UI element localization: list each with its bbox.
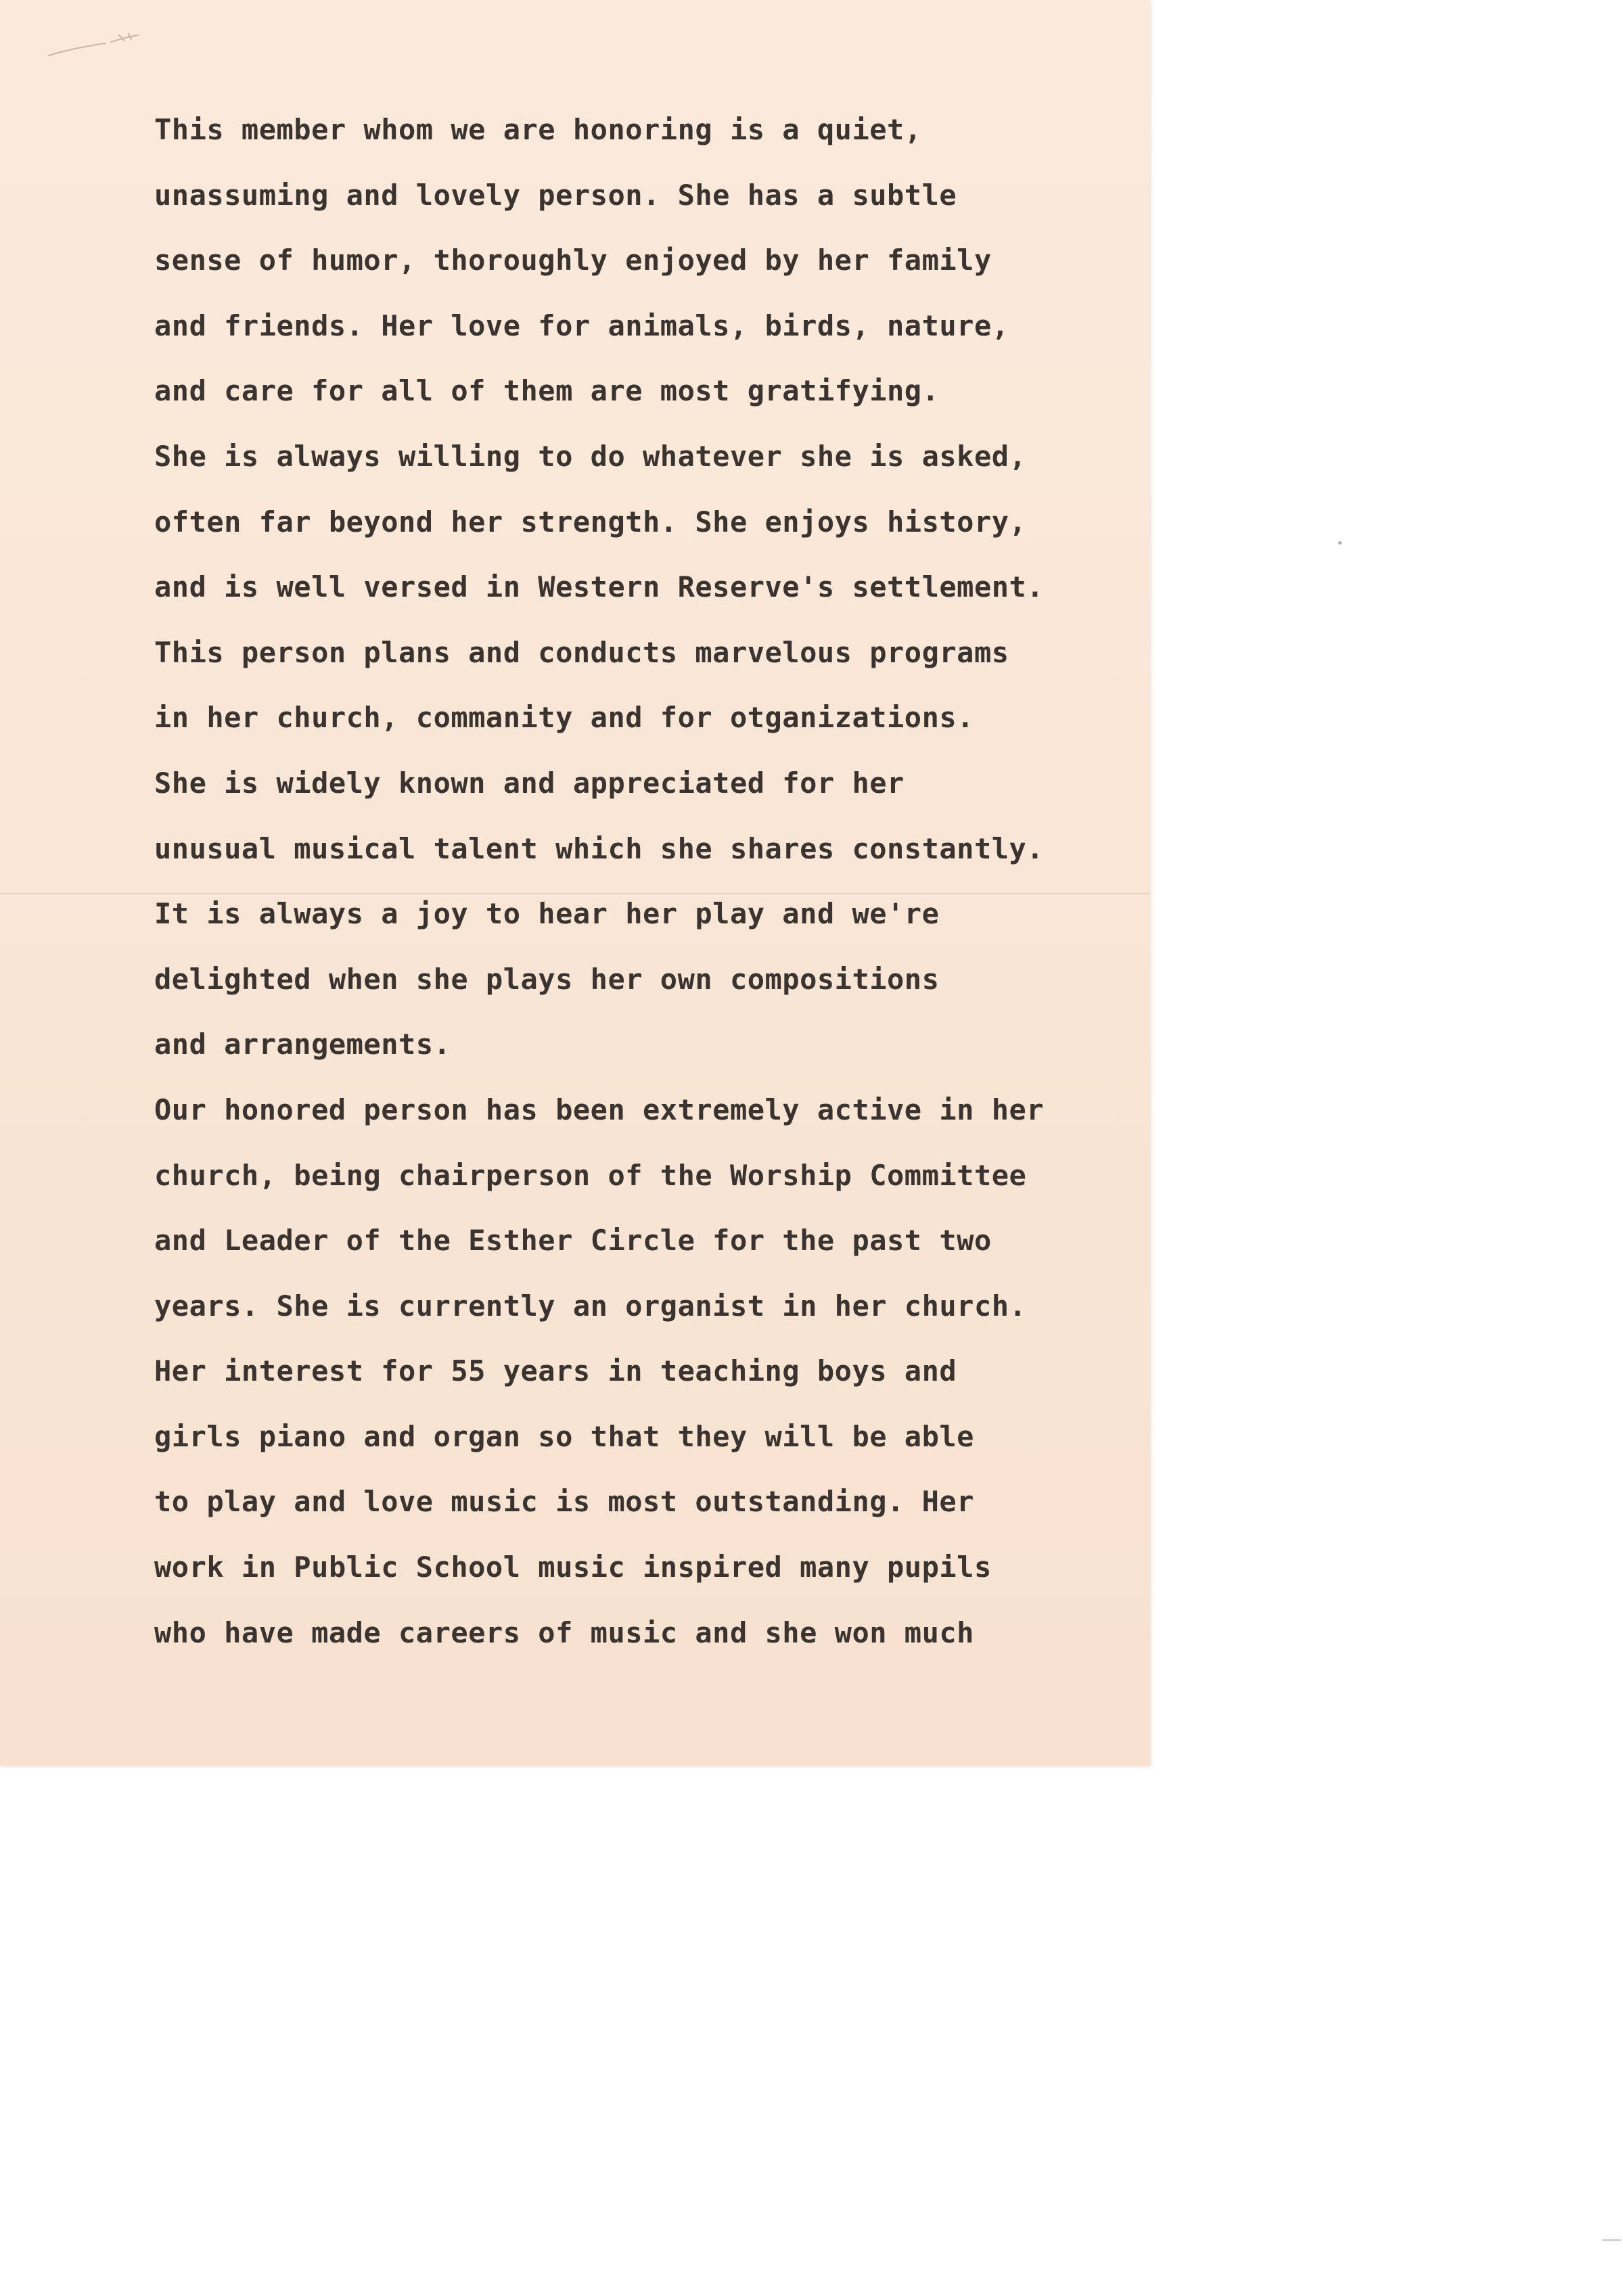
- text-line: church, being chairperson of the Worship Committee: [154, 1158, 1027, 1192]
- text-line: in her church, commanity and for otganizations.: [154, 701, 974, 735]
- text-line: She is widely known and appreciated for her: [154, 766, 905, 800]
- text-line: girls piano and organ so that they will be able: [154, 1419, 974, 1453]
- text-line: to play and love music is most outstanding. Her: [154, 1485, 974, 1519]
- paper-speck: [1338, 541, 1342, 545]
- text-line: She is always willing to do whatever she is asked,: [154, 439, 1027, 473]
- text-line: work in Public School music inspired many pupils: [154, 1551, 992, 1584]
- text-line: unusual musical talent which she shares constantly.: [154, 831, 1045, 865]
- text-line: This person plans and conducts marvelous programs: [154, 635, 1009, 669]
- typed-text-body: [154, 108, 1156, 1676]
- text-line: It is always a joy to hear her play and we're: [154, 897, 940, 931]
- text-line: This member whom we are honoring is a quiet,: [154, 113, 922, 146]
- text-line: often far beyond her strength. She enjoys history,: [154, 505, 1027, 538]
- text-line: and arrangements.: [154, 1028, 451, 1061]
- text-line: sense of humor, thoroughly enjoyed by her family: [154, 244, 992, 277]
- text-line: and care for all of them are most gratifying.: [154, 374, 940, 408]
- text-line: delighted when she plays her own compositions: [154, 962, 940, 996]
- text-line: Her interest for 55 years in teaching boys and: [154, 1354, 957, 1388]
- text-line: and friends. Her love for animals, birds, nature,: [154, 308, 1009, 342]
- text-line: unassuming and lovely person. She has a subtle: [154, 178, 957, 212]
- text-line: and is well versed in Western Reserve's settlement.: [154, 570, 1045, 604]
- text-line: years. She is currently an organist in her church.: [154, 1289, 1027, 1323]
- text-line: who have made careers of music and she won much: [154, 1615, 974, 1649]
- pencil-mark-icon: [46, 32, 141, 60]
- scan-edge-mark: [1602, 2239, 1621, 2241]
- text-line: and Leader of the Esther Circle for the past two: [154, 1224, 992, 1258]
- text-line: Our honored person has been extremely active in her: [154, 1093, 1045, 1126]
